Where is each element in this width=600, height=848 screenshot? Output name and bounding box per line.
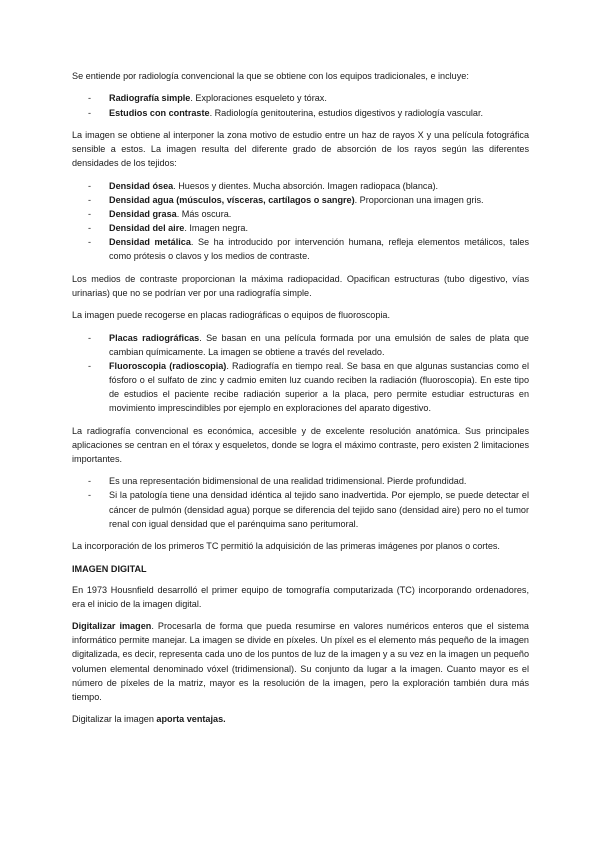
list-dash: - xyxy=(88,476,92,487)
list-item: - Densidad ósea. Huesos y dientes. Mucha absorción. Imagen radiopaca (blanca). xyxy=(72,179,529,193)
list-dash: - xyxy=(88,360,92,371)
list-dash: - xyxy=(88,223,92,234)
list-item: - Si la patología tiene una densidad idéntica al tejido sano inadvertida. Por ejemplo, se puede detectar el cáncer de pulmón (densidad agua) porque se diferencia del tejido sano (densidad aire) pero no el tumor renal con igual densidad que el parénquima sano peritumoral. xyxy=(88,490,529,529)
list-dash: - xyxy=(88,93,92,104)
densities-list xyxy=(72,179,529,264)
list-item: - Radiografía simple. Exploraciones esqueleto y tórax. xyxy=(72,91,529,105)
list-item: - Densidad agua (músculos, vísceras, cartílagos o sangre). Proporcionan una imagen gris. xyxy=(72,193,529,207)
recording-paragraph: La imagen puede recogerse en placas radiográficas o equipos de fluoroscopia. xyxy=(72,310,390,321)
conventional-types-list xyxy=(72,91,529,119)
list-dash: - xyxy=(88,332,92,343)
housnfield-paragraph: En 1973 Housnfield desarrolló el primer equipo de tomografía computarizada (TC) incorporando ordenadores, era el inicio de la imagen digital. xyxy=(72,584,529,609)
list-dash: - xyxy=(88,180,92,191)
list-item: - Densidad grasa. Más oscura. xyxy=(72,207,529,221)
tc-paragraph: La incorporación de los primeros TC permitió la adquisición de las primeras imágenes por planos o cortes. xyxy=(72,541,500,552)
list-item: - Placas radiográficas. Se basan en una película formada por una emulsión de sales de plata que cambian químicamente. La imagen se obtiene a través del revelado. xyxy=(88,332,529,357)
intro-paragraph: Se entiende por radiología convencional la que se obtiene con los equipos tradicionales, e incluye: xyxy=(72,71,469,81)
list-item: - Densidad del aire. Imagen negra. xyxy=(72,221,529,235)
list-item: - Es una representación bidimensional de una realidad tridimensional. Pierde profundidad. xyxy=(72,474,529,488)
list-dash: - xyxy=(88,490,92,501)
list-item: - Fluoroscopia (radioscopia). Radiografía en tiempo real. Se basa en que algunas sustancias como el fósforo o el sulfato de zinc y cadmio emiten luz cuando reciben la radiación (fluoroscopia). En este tipo de estudios el paciente recibe radiación superior a la placa, pero permite estudiar estructuras en movimiento imprescindibles por ejemplo en exploraciones del aparato digestivo. xyxy=(88,360,529,414)
section-heading: IMAGEN DIGITAL xyxy=(72,563,147,574)
digitize-paragraph: Digitalizar imagen. Procesarla de forma que pueda resumirse en valores numéricos enteros que el sistema informático permite manejar. La imagen se divide en píxeles. Un píxel es el elemento más pequeño de la imagen digitalizada, es decir, representa cada uno de los puntos de luz de la imagen y a su vez en la imagen un pequeño volumen elemental denominado vóxel (tridimensional). Su conjunto da lugar a la imagen. Cuanto mayor es el número de píxeles de la matriz, mayor es la resolución de la imagen, pero la exploración también dura más tiempo. xyxy=(72,621,530,702)
recording-methods-list xyxy=(72,331,529,416)
contrast-media-paragraph: Los medios de contraste proporcionan la máxima radiopacidad. Opacifican estructuras (tubo digestivo, vías urinarias) que no se podrían ver por una radiografía simple. xyxy=(72,273,529,298)
list-item: - Estudios con contraste. Radiología genitouterina, estudios digestivos y radiología vascular. xyxy=(72,106,529,120)
list-item: - Densidad metálica. Se ha introducido por intervención humana, refleja elementos metálicos, tales como prótesis o clavos y los medios de contraste. xyxy=(88,237,529,262)
limitations-list xyxy=(72,474,529,530)
list-dash: - xyxy=(88,107,92,118)
list-dash: - xyxy=(88,237,92,248)
list-dash: - xyxy=(88,208,92,219)
list-dash: - xyxy=(88,194,92,205)
image-formation-paragraph: La imagen se obtiene al interponer la zona motivo de estudio entre un haz de rayos X y una película fotográfica sensible a estos. La imagen resulta del diferente grado de absorción de los rayos según las diferentes densidades de los tejidos: xyxy=(72,130,529,169)
limitations-paragraph: La radiografía convencional es económica, accesible y de excelente resolución anatómica. Sus principales aplicaciones se centran en el tórax y esqueletos, donde se logra el máximo contraste, pero existen 2 limitaciones importantes. xyxy=(72,425,529,464)
advantages-paragraph: Digitalizar la imagen aporta ventajas. xyxy=(72,714,226,725)
